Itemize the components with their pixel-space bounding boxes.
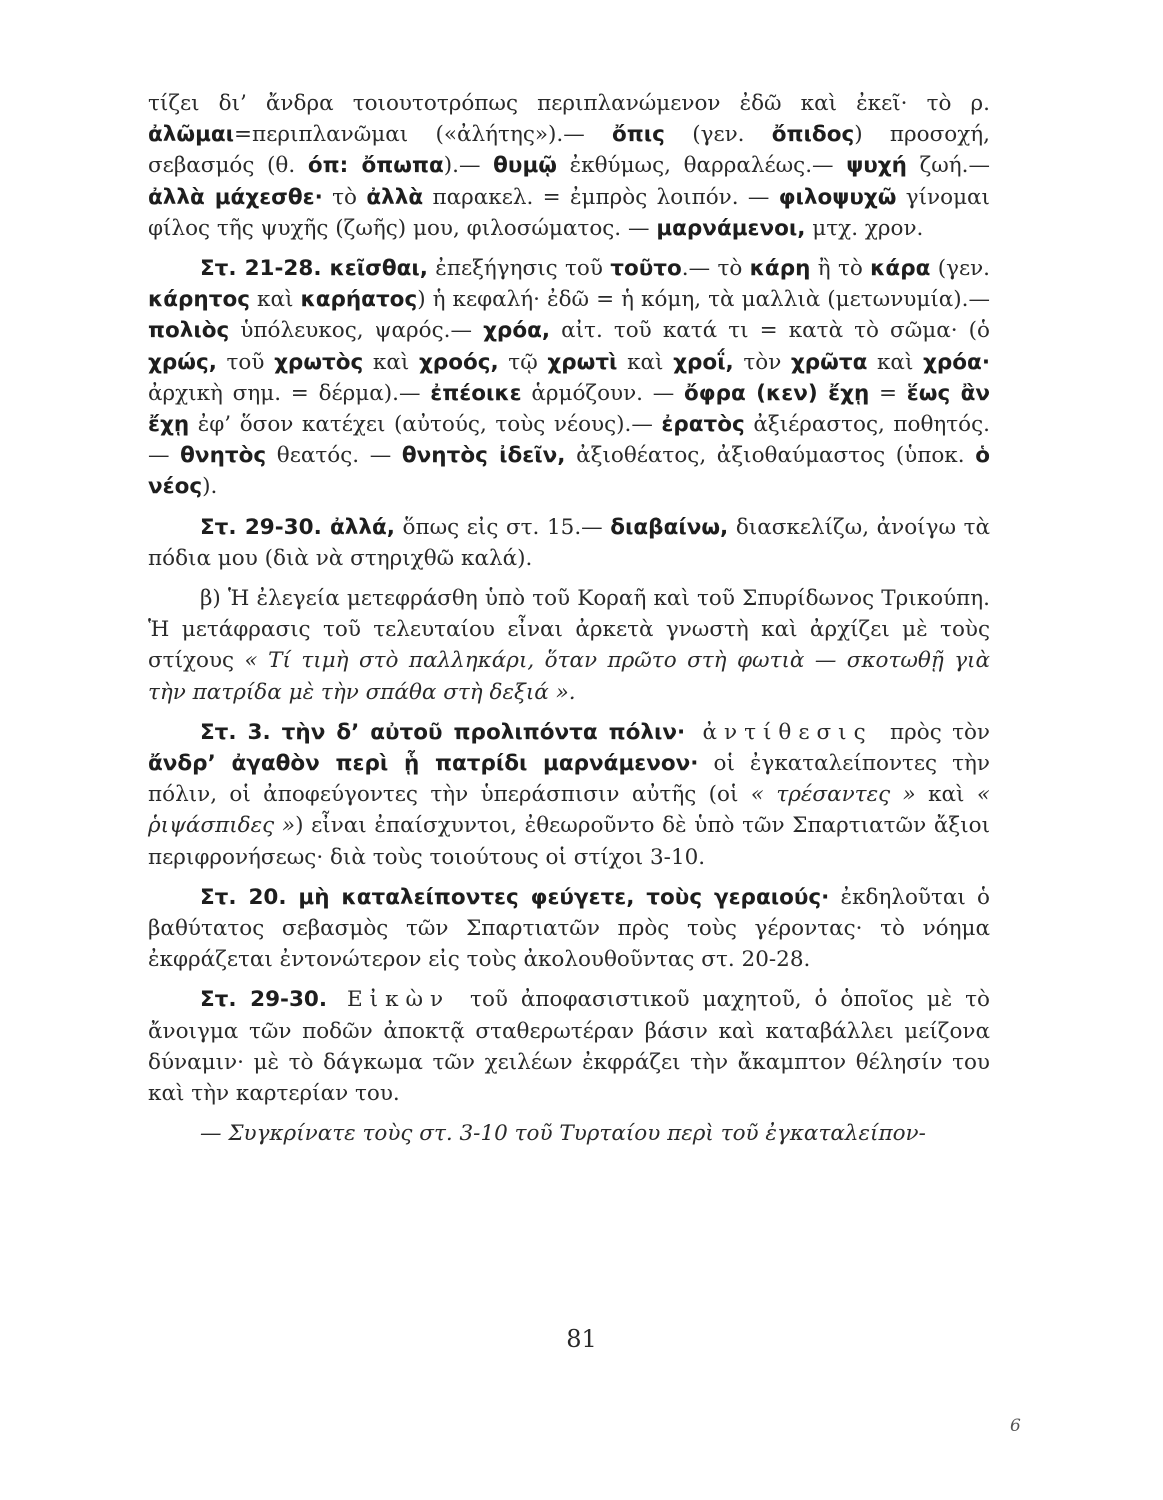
bold-term: κάρητος bbox=[148, 287, 250, 313]
text-run: =περιπλανῶμαι («ἀλήτης»).— bbox=[234, 122, 613, 148]
text-run: ἀξιοθέατος, ἀξιοθαύμαστος (ὑποκ. bbox=[565, 443, 976, 469]
text-run: ἐφ’ ὅσον κατέχει (αὐτούς, τοὺς νέους).— bbox=[189, 412, 662, 438]
bold-term: χρωτὶ bbox=[547, 349, 618, 375]
bold-term: φιλοψυχῶ bbox=[778, 184, 897, 210]
bold-term: χρόα· bbox=[923, 349, 990, 375]
bold-term: θνητὸς bbox=[180, 443, 267, 469]
bold-term: όπ: ὄπωπα bbox=[307, 153, 444, 179]
text-run: ἢ τὸ bbox=[810, 256, 871, 282]
text-run: ἀξιέραστος, ποθητός.— bbox=[148, 412, 990, 469]
bold-term: ὄπις bbox=[612, 122, 665, 148]
italic-text: « τρέσαντες » bbox=[750, 782, 916, 808]
text-run: ζωή.— bbox=[906, 153, 991, 179]
bold-term: ἄνδρ’ ἀγαθὸν περὶ ᾗ πατρίδι μαρνάμενον· bbox=[148, 751, 699, 777]
bold-term: Στ. 3. τὴν δ’ αὐτοῦ προλιπόντα πόλιν· bbox=[200, 719, 686, 745]
paragraph bbox=[148, 882, 990, 976]
text-run: πρὸς τὸν bbox=[890, 719, 990, 745]
text-run: καὶ bbox=[617, 349, 674, 375]
text-run: ) ἡ κεφαλή· ἐδῶ = ἡ κόμη, τὰ μαλλιὰ (μετωνυμία).— bbox=[417, 287, 991, 313]
text-run: τὸ bbox=[322, 184, 367, 210]
text-run: αἰτ. τοῦ κατά τι = κατὰ τὸ σῶμα· (ὁ bbox=[550, 318, 990, 344]
paragraph bbox=[148, 583, 990, 708]
text-run: γίνομαι φίλος τῆς ψυχῆς (ζωῆς) μου, φιλοσώματος. — bbox=[148, 184, 990, 241]
text-run: ). bbox=[202, 474, 218, 500]
signature-mark: 6 bbox=[1010, 1416, 1021, 1436]
bold-term: θυμῷ bbox=[493, 153, 557, 179]
paragraph bbox=[148, 88, 990, 244]
text-run: = bbox=[869, 380, 907, 406]
italic-text: « Τί τιμὴ στὸ παλληκάρι, ὅταν πρῶτο στὴ φωτιὰ — σκοτωθῇ γιὰ τὴν πατρίδα μὲ τὴν σπάθα στὴ δεξιά ». bbox=[148, 648, 990, 705]
paragraph bbox=[148, 253, 990, 503]
text-run: ἁρμόζουν. — bbox=[521, 380, 685, 406]
bold-term: ἀλλὰ bbox=[366, 184, 424, 210]
paragraph bbox=[148, 984, 990, 1109]
bold-term: κάρα bbox=[870, 256, 931, 282]
italic-text: — Συγκρίνατε τοὺς στ. 3-10 τοῦ Τυρταίου περὶ τοῦ ἐγκαταλείπον- bbox=[200, 1121, 926, 1147]
bold-term: πολιὸς bbox=[148, 318, 230, 344]
text-run: τίζει δι’ ἄνδρα τοιουτοτρόπως περιπλανώμενον ἐδῶ καὶ ἐκεῖ· τὸ ρ. bbox=[148, 91, 990, 116]
bold-term: κάρη bbox=[749, 256, 811, 282]
bold-term: μαρνάμενοι, bbox=[656, 215, 806, 241]
spaced-text: ἀντίθεσις bbox=[685, 719, 890, 745]
text-run: ἐπεξήγησις τοῦ bbox=[427, 256, 611, 282]
page-number: 81 bbox=[566, 1325, 597, 1353]
text-column bbox=[148, 88, 990, 1159]
text-run: (γεν. bbox=[664, 122, 772, 148]
bold-term: ἀλλὰ μάχεσθε· bbox=[148, 184, 323, 210]
text-run: μτχ. χρον. bbox=[805, 215, 924, 241]
text-run: οἱ ἐγκαταλείποντες τὴν πόλιν, οἱ ἀποφεύγοντες τὴν ὑπεράσπισιν αὐτῆς (οἱ bbox=[148, 751, 990, 808]
bold-term: ψυχή bbox=[846, 153, 907, 179]
text-run: καὶ bbox=[363, 349, 419, 375]
text-run: καὶ bbox=[867, 349, 924, 375]
text-run: τοῦ ἀποφασιστικοῦ μαχητοῦ, ὁ ὁποῖος μὲ τὸ ἄνοιγμα τῶν ποδῶν ἀποκτᾷ σταθερωτέραν βάσιν καὶ καταβάλλει μείζονα δύναμιν· μὲ τὸ δάγκωμα τῶν χειλέων ἐκφράζει τὴν ἄκαμπτον θέλησίν του καὶ τὴν καρτερίαν του. bbox=[148, 987, 990, 1107]
text-run: β) Ἡ ἐλεγεία μετεφράσθη ὑπὸ τοῦ Κοραῆ καὶ τοῦ Σπυρίδωνος Τρικούπη. Ἡ μετάφρασις τοῦ τελευταίου εἶναι ἀρκετὰ γνωστὴ καὶ ἀρχίζει μὲ τοὺς στίχους bbox=[148, 586, 990, 674]
text-run: (γεν. bbox=[930, 256, 990, 282]
text-run: τῷ bbox=[498, 349, 548, 375]
bold-term: καρήατος bbox=[300, 287, 418, 313]
paragraph bbox=[148, 512, 990, 574]
text-run: ὑπόλευκος, ψαρός.— bbox=[229, 318, 484, 344]
bold-term: χρώς, bbox=[148, 349, 217, 375]
spaced-text: Εἰκὼν bbox=[327, 987, 471, 1013]
text-run: ) εἶναι ἐπαίσχυντοι, ἐθεωροῦντο δὲ ὑπὸ τῶν Σπαρτιατῶν ἄξιοι περιφρονήσεως· διὰ τοὺς τοιούτους οἱ στίχοι 3-10. bbox=[148, 813, 990, 870]
text-run: καὶ bbox=[249, 287, 301, 313]
bold-term: χρωτὸς bbox=[274, 349, 364, 375]
paragraph bbox=[148, 1118, 990, 1149]
bold-term: ἐρατὸς bbox=[661, 412, 745, 438]
bold-term: χρῶτα bbox=[790, 349, 868, 375]
text-run: ).— bbox=[443, 153, 494, 179]
text-run: τὸν bbox=[733, 349, 791, 375]
bold-term: Στ. 20. μὴ καταλείποντες φεύγετε, τοὺς γεραιούς· bbox=[200, 884, 830, 910]
bold-term: Στ. 21-28. κεῖσθαι, bbox=[200, 256, 428, 282]
text-run: παρακελ. = ἐμπρὸς λοιπόν. — bbox=[423, 184, 779, 210]
bold-term: ἀλῶμαι bbox=[148, 122, 235, 148]
bold-term: χροός, bbox=[418, 349, 499, 375]
bold-term: χρόα, bbox=[483, 318, 551, 344]
text-run: .— τὸ bbox=[681, 256, 750, 282]
text-run: ἐκθύμως, θαρραλέως.— bbox=[556, 153, 847, 179]
text-run: ὅπως εἰς στ. 15.— bbox=[394, 514, 611, 540]
text-run: διασκελίζω, ἀνοίγω τὰ πόδια μου (διὰ νὰ στηριχθῶ καλά). bbox=[148, 514, 990, 571]
bold-term: ὄφρα (κεν) ἔχῃ bbox=[684, 380, 870, 406]
italic-text: « ῥιψάσπιδες » bbox=[148, 782, 990, 839]
bold-term: Στ. 29-30. bbox=[200, 987, 328, 1013]
text-run: καὶ bbox=[915, 782, 977, 808]
bold-term: ἕως ἂν ἔχῃ bbox=[148, 380, 991, 438]
text-run: ἀρχικὴ σημ. = δέρμα).— bbox=[148, 380, 431, 406]
bold-term: χροΐ, bbox=[673, 349, 734, 375]
bold-term: τοῦτο bbox=[610, 256, 682, 282]
bold-term: ὁ νέος bbox=[148, 443, 990, 500]
text-run: τοῦ bbox=[216, 349, 275, 375]
bold-term: θνητὸς ἰδεῖν, bbox=[401, 443, 566, 469]
bold-term: διαβαίνω, bbox=[610, 514, 729, 540]
paragraph bbox=[148, 717, 990, 873]
bold-term: Στ. 29-30. ἀλλά, bbox=[200, 514, 395, 540]
bold-term: ἐπέοικε bbox=[430, 380, 522, 406]
text-run: ἐκδηλοῦται ὁ βαθύτατος σεβασμὸς τῶν Σπαρτιατῶν πρὸς τοὺς γέροντας· τὸ νόημα ἐκφράζεται ἐντονώτερον εἰς τοὺς ἀκολουθοῦντας στ. 20-28. bbox=[148, 884, 990, 973]
text-run: ) προσοχή, σεβασμός (θ. bbox=[148, 122, 990, 179]
bold-term: ὄπιδος bbox=[771, 122, 855, 148]
text-run: θεατός. — bbox=[266, 443, 402, 469]
